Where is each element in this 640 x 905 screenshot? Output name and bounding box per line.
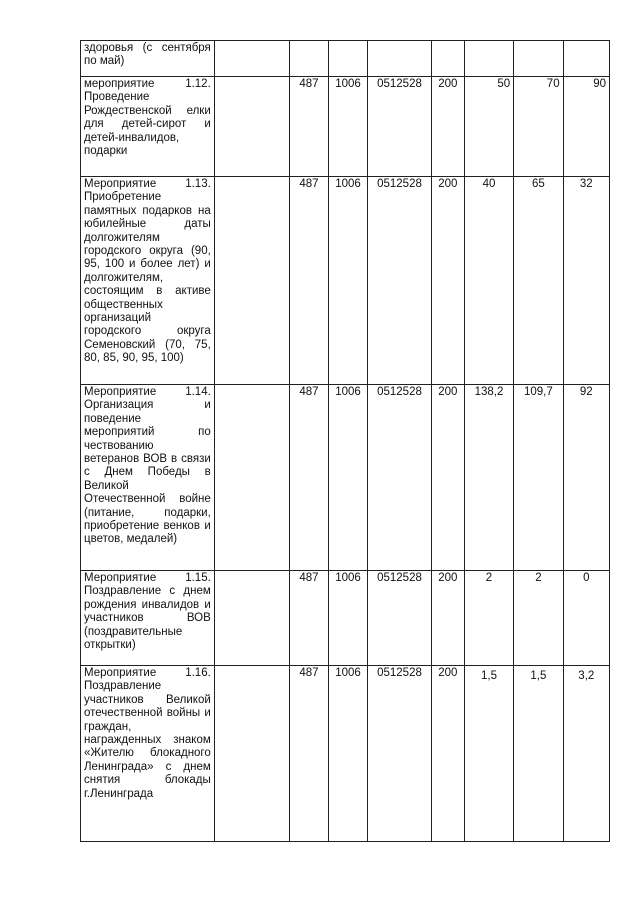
measure-name: Мероприятие 1.16. Поздравление участников Великой отечественной войны и граждан, награжденных знаком «Жителю блокадного Ленинграда» с днем снятия блокады г.Ленинграда (81, 666, 215, 842)
cell-empty (214, 77, 289, 177)
cell-code (431, 41, 464, 77)
budget-table (80, 40, 610, 842)
table-row (81, 177, 610, 385)
cell-code: 200 (431, 666, 464, 842)
table-row (81, 385, 610, 571)
cell-code: 1006 (329, 571, 368, 666)
measure-name: Мероприятие 1.13. Приобретение памятных подарков на юбилейные даты долгожителям городского округа (90, 95, 100 и более лет) и долгожителям, состоящим в активе общественных организаций городского округа Семеновский (70, 75, 80, 85, 90, 95, 100) (81, 177, 215, 385)
cell-value: 1,5 (464, 666, 513, 842)
cell-code: 1006 (329, 77, 368, 177)
cell-value: 65 (514, 177, 563, 385)
measure-name: Мероприятие 1.14. Организация и поведение мероприятий по чествованию ветеранов ВОВ в связи с Днем Победы в Великой Отечественной войне (питание, подарки, приобретение венков и цветов, медалей) (81, 385, 215, 571)
cell-code: 487 (289, 77, 328, 177)
cell-code: 200 (431, 385, 464, 571)
cell-code: 487 (289, 385, 328, 571)
cell-code: 487 (289, 177, 328, 385)
cell-code: 1006 (329, 666, 368, 842)
cell-value (464, 41, 513, 77)
cell-value: 70 (514, 77, 563, 177)
cell-code (329, 41, 368, 77)
cell-code: 1006 (329, 177, 368, 385)
table-row (81, 41, 610, 77)
cell-empty (214, 385, 289, 571)
cell-value: 109,7 (514, 385, 563, 571)
cell-code: 200 (431, 571, 464, 666)
table-row (81, 666, 610, 842)
cell-empty (214, 177, 289, 385)
cell-empty (214, 571, 289, 666)
cell-value: 138,2 (464, 385, 513, 571)
table-row (81, 571, 610, 666)
cell-value: 2 (514, 571, 563, 666)
cell-code: 0512528 (368, 666, 432, 842)
cell-empty (214, 666, 289, 842)
cell-code: 200 (431, 77, 464, 177)
measure-name: Мероприятие 1.15. Поздравление с днем рождения инвалидов и участников ВОВ (поздравительные открытки) (81, 571, 215, 666)
measure-name: здоровья (с сентября по май) (81, 41, 215, 77)
measure-name: мероприятие 1.12. Проведение Рождественской елки для детей-сирот и детей-инвалидов, подарки (81, 77, 215, 177)
table-row (81, 77, 610, 177)
cell-code: 0512528 (368, 385, 432, 571)
cell-code (368, 41, 432, 77)
cell-code (289, 41, 328, 77)
cell-value: 90 (563, 77, 609, 177)
cell-value: 50 (464, 77, 513, 177)
cell-value (514, 41, 563, 77)
cell-code: 0512528 (368, 177, 432, 385)
cell-value: 3,2 (563, 666, 609, 842)
cell-value: 92 (563, 385, 609, 571)
cell-code: 200 (431, 177, 464, 385)
cell-value: 0 (563, 571, 609, 666)
cell-empty (214, 41, 289, 77)
cell-value: 2 (464, 571, 513, 666)
cell-code: 487 (289, 571, 328, 666)
cell-value: 40 (464, 177, 513, 385)
cell-value (563, 41, 609, 77)
cell-code: 0512528 (368, 77, 432, 177)
cell-code: 1006 (329, 385, 368, 571)
cell-code: 487 (289, 666, 328, 842)
cell-value: 1,5 (514, 666, 563, 842)
cell-value: 32 (563, 177, 609, 385)
cell-code: 0512528 (368, 571, 432, 666)
